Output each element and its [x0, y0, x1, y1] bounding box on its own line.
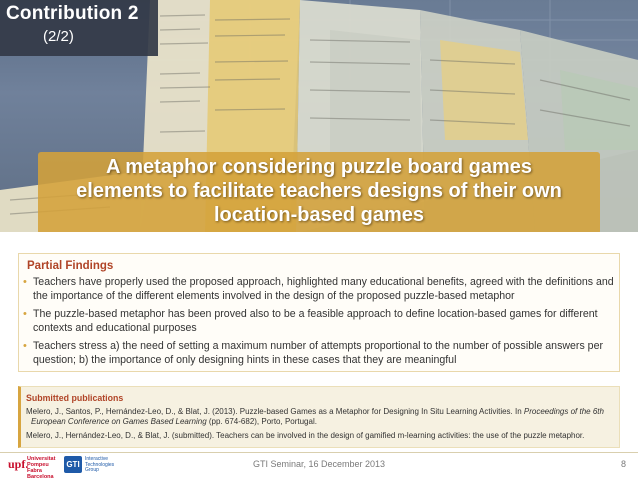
banner-line-3: location-based games	[213, 204, 425, 226]
finding-item	[22, 308, 618, 335]
bullet-icon: •	[23, 308, 27, 320]
publication-1	[26, 407, 616, 427]
slide-subtitle: (2/2)	[43, 28, 74, 45]
finding-text: The puzzle-based metaphor has been proved also to be a feasible approach to define location-based games for different contexts and educational purposes	[33, 308, 598, 334]
footer-event: GTI Seminar, 16 December 2013	[252, 459, 386, 469]
gti-logo-mark: GTI	[64, 456, 82, 473]
finding-text: Teachers stress a) the need of setting a maximum number of attempts proportional to the number of possible answers per question; b) the importance of only designing hints in these cases that they are meaningful	[33, 340, 603, 366]
banner-line-2: elements to facilitate teachers designs of their own	[76, 180, 562, 202]
page-number: 8	[620, 459, 626, 469]
gti-logo-line: Group	[85, 467, 99, 473]
publication-1-venue-cont: European Conference on Games Based Learning	[31, 417, 207, 426]
findings-heading: Partial Findings	[27, 260, 114, 272]
gti-logo-line: Interactive	[85, 456, 109, 462]
publications-heading: Submitted publications	[26, 393, 124, 403]
publication-1-text: Melero, J., Santos, P., Hernández-Leo, D., & Blat, J. (2013). Puzzle-based Games as a Metaphor for Designing In Situ Learning Activities. In	[26, 407, 524, 416]
bullet-icon: •	[23, 340, 27, 352]
upf-logo-line: Universitat	[27, 456, 56, 462]
publication-1-pages: (pp. 674-682), Porto, Portugal.	[206, 417, 317, 426]
publication-2: Melero, J., Hernández-Leo, D., & Blat, J. (submitted). Teachers can be involved in the design of gamified m-learning activities: the use of the puzzle metaphor.	[26, 431, 585, 440]
header-photo	[0, 0, 638, 232]
partial-findings-box	[18, 253, 620, 372]
slide-title-box	[0, 0, 158, 56]
banner-line-1: A metaphor considering puzzle board games	[106, 156, 532, 178]
publication-1-continuation	[26, 417, 616, 427]
metaphor-banner	[38, 152, 600, 232]
finding-text: Teachers have properly used the proposed approach, highlighted many educational benefits, agreed with the definitions and the importance of the different elements involved in the design of the proposed puzzle-based metaphor	[33, 276, 614, 302]
slide-title: Contribution 2	[6, 3, 139, 24]
finding-item	[22, 340, 618, 367]
upf-logo-mark: upf.	[8, 457, 29, 471]
upf-logo-line: Barcelona	[27, 474, 54, 478]
publications-box	[18, 386, 620, 448]
upf-logo-line: Pompeu Fabra	[27, 462, 49, 474]
footer-divider	[0, 452, 638, 453]
findings-list	[22, 276, 618, 372]
finding-item	[22, 276, 618, 303]
banner-text	[38, 155, 600, 227]
gti-logo-line: Technologies	[85, 461, 115, 468]
bullet-icon: •	[23, 276, 27, 288]
publication-1-venue: Proceedings of the 6th	[523, 407, 604, 416]
